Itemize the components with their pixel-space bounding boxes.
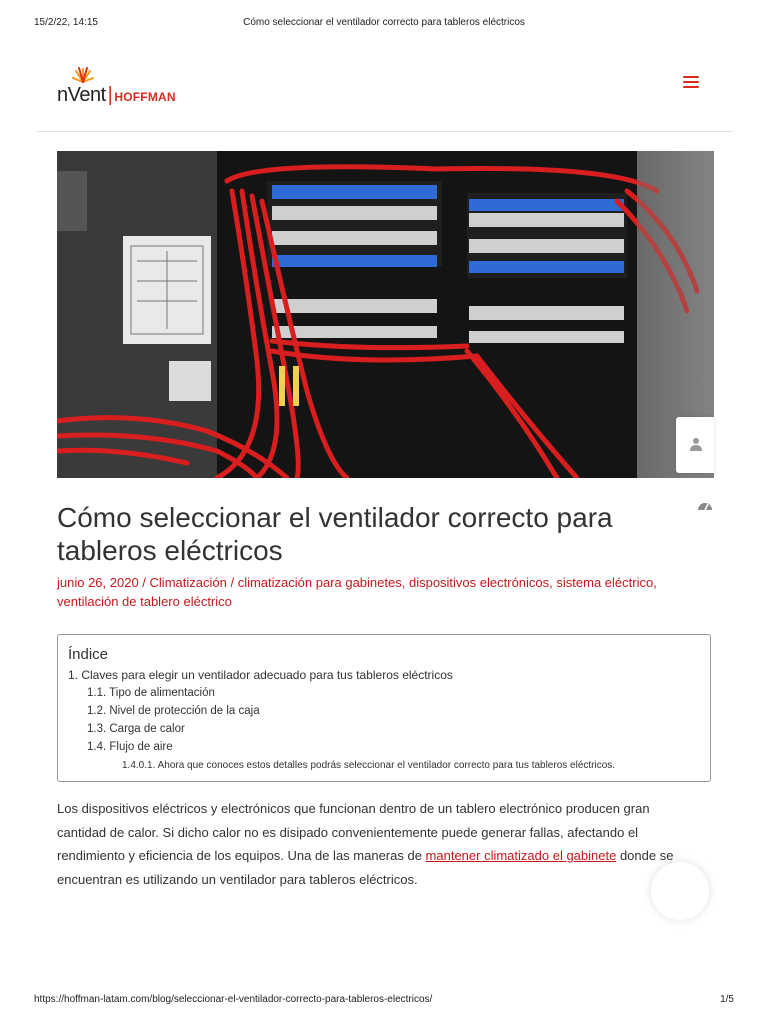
print-url: https://hoffman-latam.com/blog/seleccionar-el-ventilador-correcto-para-tableros-electricos/ — [34, 994, 433, 1005]
meta-separator: / — [226, 575, 238, 590]
tag-link-ventilacion[interactable]: ventilación de tablero eléctrico — [57, 594, 232, 609]
body-text-after-link: donde se encuentran es utilizando un ventilador para tableros eléctricos. — [57, 848, 674, 888]
panel-wiring-illustration — [57, 151, 714, 478]
print-header — [34, 17, 734, 31]
print-datetime: 15/2/22, 14:15 — [34, 17, 98, 28]
table-of-contents — [57, 634, 711, 782]
chat-icon[interactable] — [651, 862, 709, 920]
toc-item[interactable]: 1.4.0.1. Ahora que conoces estos detalles podrás seleccionar el ventilador correcto para tus tableros eléctricos. — [122, 760, 616, 771]
hamburger-icon[interactable] — [683, 76, 699, 90]
gauge-icon[interactable] — [697, 498, 713, 512]
site-logo[interactable] — [57, 66, 207, 106]
logo-burst-icon — [71, 66, 95, 84]
toc-title: Índice — [68, 646, 109, 663]
logo-wordmark — [57, 84, 176, 107]
post-date-link[interactable]: junio 26, 2020 — [57, 575, 139, 590]
hero-image — [57, 151, 714, 478]
tag-link-dispositivos[interactable]: dispositivos electrónicos — [408, 575, 550, 590]
logo-brand: nVent — [57, 84, 106, 106]
user-icon — [689, 437, 703, 451]
tag-link-climatizacion[interactable]: climatización para gabinetes — [237, 575, 402, 590]
gabinete-link[interactable]: mantener climatizado el gabinete — [425, 848, 617, 864]
toc-item[interactable]: 1.4. Flujo de aire — [87, 741, 173, 753]
logo-separator: | — [107, 84, 113, 106]
print-doc-title: Cómo seleccionar el ventilador correcto para tableros eléctricos — [243, 17, 525, 28]
header-divider — [37, 131, 733, 132]
meta-separator: / — [138, 575, 150, 590]
tag-separator: , — [401, 575, 409, 590]
print-footer — [34, 994, 734, 1008]
print-page-number: 1/5 — [720, 994, 734, 1005]
toc-item[interactable]: 1. Claves para elegir un ventilador adecuado para tus tableros eléctricos — [68, 668, 453, 682]
logo-sub-brand: HOFFMAN — [114, 90, 176, 104]
tag-separator: , — [549, 575, 557, 590]
body-paragraph — [57, 797, 697, 892]
toc-item[interactable]: 1.1. Tipo de alimentación — [87, 687, 215, 699]
side-widget[interactable] — [676, 417, 714, 473]
toc-item[interactable]: 1.2. Nivel de protección de la caja — [87, 705, 260, 717]
category-link[interactable]: Climatización — [149, 575, 227, 590]
site-header — [57, 62, 711, 112]
tag-link-sistema[interactable]: sistema eléctrico — [556, 575, 654, 590]
tag-separator: , — [653, 575, 657, 590]
post-meta — [57, 573, 697, 611]
toc-item[interactable]: 1.3. Carga de calor — [87, 723, 185, 735]
body-text-before-link: Los dispositivos eléctricos y electrónicos que funcionan dentro de un tablero electrónico producen gran cantidad de calor. Si dicho calor no es disipado convenientemente puede generar fallas, afectando el rendimiento y eficiencia de los equipos. Una de las maneras de — [57, 801, 650, 864]
post-title: Cómo seleccionar el ventilador correcto para tableros eléctricos — [57, 502, 613, 566]
